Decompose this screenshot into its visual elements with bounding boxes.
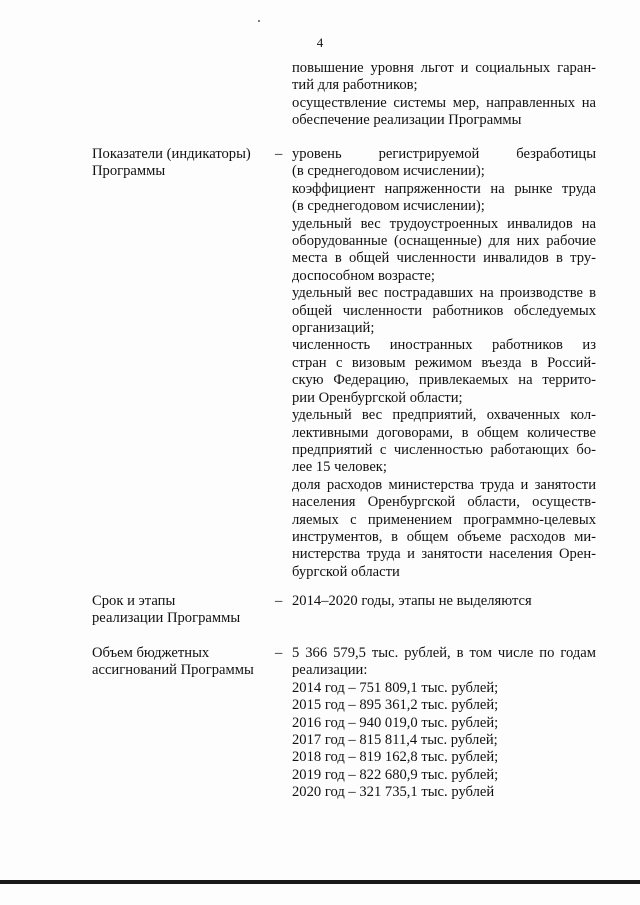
label-line: ассигнований Программы — [92, 662, 254, 679]
label-line: Программы — [92, 163, 166, 180]
budget-label — [92, 645, 272, 680]
text-line: коэффициент напряженности на рынке труда — [292, 180, 596, 197]
text-line: численность иностранных работников из — [292, 337, 596, 354]
continuation-text — [292, 60, 596, 130]
dash-separator: – — [275, 593, 283, 609]
label-line: Объем бюджетных — [92, 645, 210, 661]
text-line: уровень регистрируемой безработицы — [292, 146, 596, 162]
text-line: удельный вес трудоустроенных инвалидов на — [292, 215, 596, 232]
text-line: лективными договорами, в общем количестве — [292, 424, 596, 441]
dash-separator: – — [275, 645, 283, 661]
text-line: 5 366 579,5 тыс. рублей, в том числе по годам — [292, 645, 596, 661]
terms-label — [92, 593, 272, 628]
text-line: лее 15 человек; — [292, 459, 387, 476]
year-line: 2019 год – 822 680,9 тыс. рублей; — [292, 766, 499, 783]
year-line: 2020 год – 321 735,1 тыс. рублей — [292, 784, 495, 801]
text-line: удельный вес предприятий, охваченных кол- — [292, 407, 596, 424]
text-line: стран с визовым режимом въезда в Россий- — [292, 354, 596, 371]
text-line: (в среднегодовом исчислении); — [292, 163, 485, 180]
page-number: 4 — [316, 35, 324, 50]
text-line: бургской области — [292, 563, 400, 580]
text-line: нистерства труда и занятости населения Орен- — [292, 546, 596, 563]
indicators-text — [292, 146, 596, 581]
text-line: оборудованные (оснащенные) для них рабочие — [292, 233, 596, 250]
text-line: доля расходов министерства труда и занятости — [292, 476, 596, 493]
scan-speck — [258, 20, 260, 22]
bottom-rule — [0, 880, 640, 884]
year-line: 2015 год – 895 361,2 тыс. рублей; — [292, 697, 499, 714]
text-line: организаций; — [292, 320, 375, 337]
text-line: 2014–2020 годы, этапы не выделяются — [292, 593, 532, 609]
year-line: 2016 год – 940 019,0 тыс. рублей; — [292, 714, 499, 731]
dash-separator: – — [275, 146, 283, 162]
year-line: 2018 год – 819 162,8 тыс. рублей; — [292, 749, 499, 766]
terms-text — [292, 593, 596, 610]
text-line: осуществление системы мер, направленных на — [292, 94, 596, 111]
year-line: 2017 год – 815 811,4 тыс. рублей; — [292, 732, 498, 749]
text-line: удельный вес пострадавших на производстве в — [292, 285, 596, 302]
text-line: доспособном возрасте; — [292, 267, 435, 284]
text-line: инструментов, в общем объеме расходов ми- — [292, 528, 596, 545]
text-line: (в среднегодовом исчислении); — [292, 198, 485, 215]
text-line: предприятий с численностью работающих бо- — [292, 441, 596, 458]
text-line: обеспечение реализации Программы — [292, 112, 522, 129]
year-line: 2014 год – 751 809,1 тыс. рублей; — [292, 679, 499, 696]
text-line: ляемых с применением программно-целевых — [292, 511, 596, 528]
text-line: общей численности работников обследуемых — [292, 302, 596, 319]
label-line: Срок и этапы — [92, 593, 176, 609]
text-line: рии Оренбургской области; — [292, 389, 463, 406]
label-line: Показатели (индикаторы) — [92, 146, 251, 162]
label-line: реализации Программы — [92, 610, 241, 627]
text-line: повышение уровня льгот и социальных гаран- — [292, 60, 596, 76]
text-line: скую Федерацию, привлекаемых на террито- — [292, 372, 596, 389]
text-line: реализации: — [292, 662, 368, 679]
indicators-label — [92, 146, 272, 181]
text-line: населения Оренбургской области, осуществ- — [292, 494, 596, 511]
text-line: места в общей численности инвалидов в тру- — [292, 250, 596, 267]
budget-text — [292, 645, 596, 802]
text-line: тий для работников; — [292, 77, 418, 94]
